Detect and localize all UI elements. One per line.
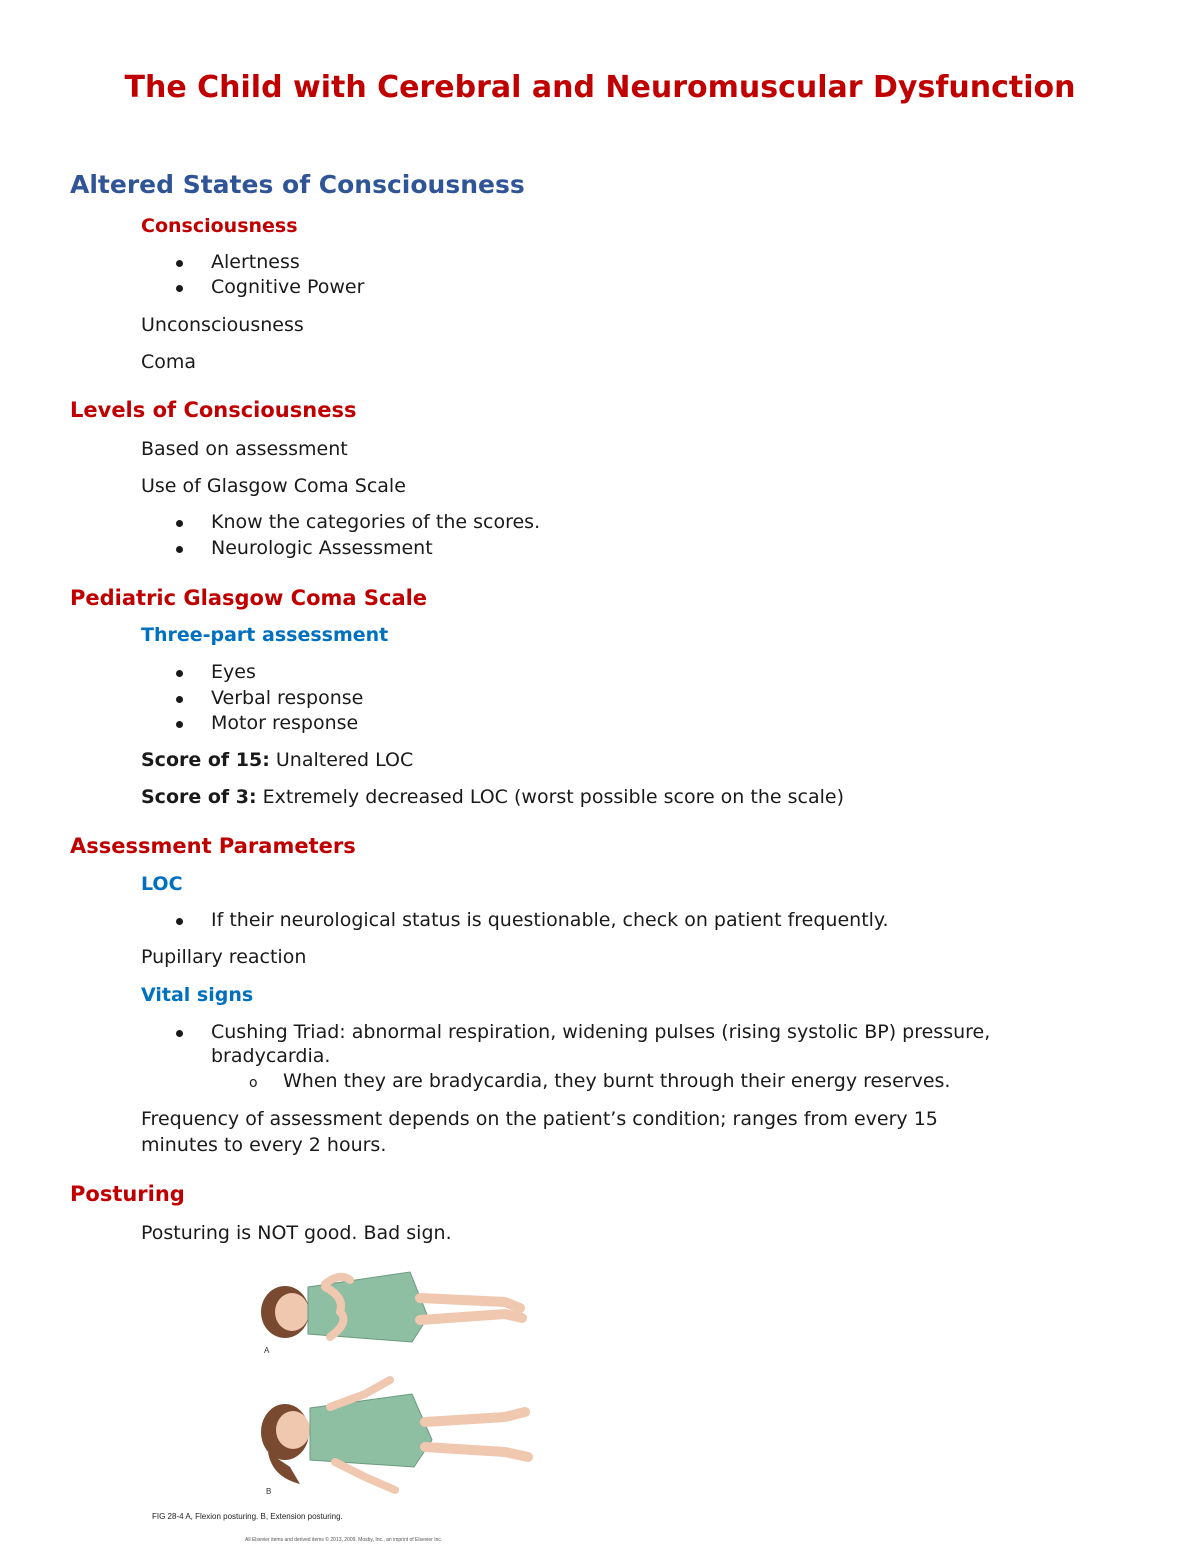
subheading-three-part: Three-part assessment	[141, 624, 389, 646]
posturing-figure	[150, 1262, 550, 1546]
score-3-label: Score of 3:	[141, 786, 257, 808]
text-pupillary-reaction: Pupillary reaction	[141, 946, 307, 968]
section-heading-altered-states: Altered States of Consciousness	[70, 170, 525, 199]
text-frequency-line2: minutes to every 2 hours.	[141, 1134, 387, 1156]
bullet-icon	[176, 546, 183, 553]
document-title: The Child with Cerebral and Neuromuscular Dysfunction	[124, 70, 1076, 105]
list-item-motor-response: Motor response	[211, 712, 359, 734]
text-coma: Coma	[141, 351, 197, 373]
list-item-cushing-triad: Cushing Triad: abnormal respiration, widening pulses (rising systolic BP) pressure,	[211, 1021, 991, 1043]
bullet-icon	[176, 260, 183, 267]
subheading-vital-signs: Vital signs	[141, 984, 254, 1006]
figure-label-a: A	[264, 1346, 270, 1355]
section-heading-posturing: Posturing	[70, 1182, 185, 1206]
subheading-loc: LOC	[141, 873, 183, 895]
list-item-neurologic-assessment: Neurologic Assessment	[211, 537, 433, 559]
section-heading-levels: Levels of Consciousness	[70, 398, 357, 422]
list-item-cushing-triad-cont: bradycardia.	[211, 1045, 331, 1067]
text-posturing-bad: Posturing is NOT good. Bad sign.	[141, 1222, 452, 1244]
posturing-illustration	[150, 1262, 550, 1546]
text-unconsciousness: Unconsciousness	[141, 314, 304, 336]
text-score-15	[141, 749, 413, 771]
list-item-verbal-response: Verbal response	[211, 687, 364, 709]
text-score-3	[141, 786, 844, 808]
score-15-label: Score of 15:	[141, 749, 270, 771]
list-item-loc-check: If their neurological status is questionable, check on patient frequently.	[211, 909, 889, 931]
bullet-icon	[176, 1030, 183, 1037]
list-item-cognitive-power: Cognitive Power	[211, 276, 365, 298]
score-3-text: Extremely decreased LOC (worst possible score on the scale)	[256, 786, 844, 808]
text-frequency-line1: Frequency of assessment depends on the patient’s condition; ranges from every 15	[141, 1108, 938, 1130]
text-based-on-assessment: Based on assessment	[141, 438, 348, 460]
bullet-icon	[176, 285, 183, 292]
text-use-of-gcs: Use of Glasgow Coma Scale	[141, 475, 406, 497]
sub-bullet-marker: o	[249, 1075, 258, 1091]
bullet-icon	[176, 721, 183, 728]
figure-credit: All Elsevier items and derived items © 2013, 2009, Mosby, Inc., an imprint of Elsevier Inc.	[245, 1537, 443, 1543]
section-heading-pgcs: Pediatric Glasgow Coma Scale	[70, 586, 428, 610]
list-item-know-categories: Know the categories of the scores.	[211, 511, 541, 533]
figure-caption: FIG 28-4 A, Flexion posturing. B, Extension posturing.	[152, 1512, 343, 1521]
subheading-consciousness: Consciousness	[141, 215, 298, 237]
bullet-icon	[176, 670, 183, 677]
list-item-alertness: Alertness	[211, 251, 300, 273]
score-15-text: Unaltered LOC	[269, 749, 414, 771]
bullet-icon	[176, 918, 183, 925]
figure-label-b: B	[266, 1487, 272, 1496]
bullet-icon	[176, 520, 183, 527]
flexion-posturing-child	[261, 1272, 522, 1342]
section-heading-assessment-parameters: Assessment Parameters	[70, 834, 356, 858]
list-item-eyes: Eyes	[211, 661, 256, 683]
list-item-bradycardia-note: When they are bradycardia, they burnt through their energy reserves.	[283, 1070, 951, 1092]
bullet-icon	[176, 696, 183, 703]
extension-posturing-child	[261, 1380, 528, 1490]
